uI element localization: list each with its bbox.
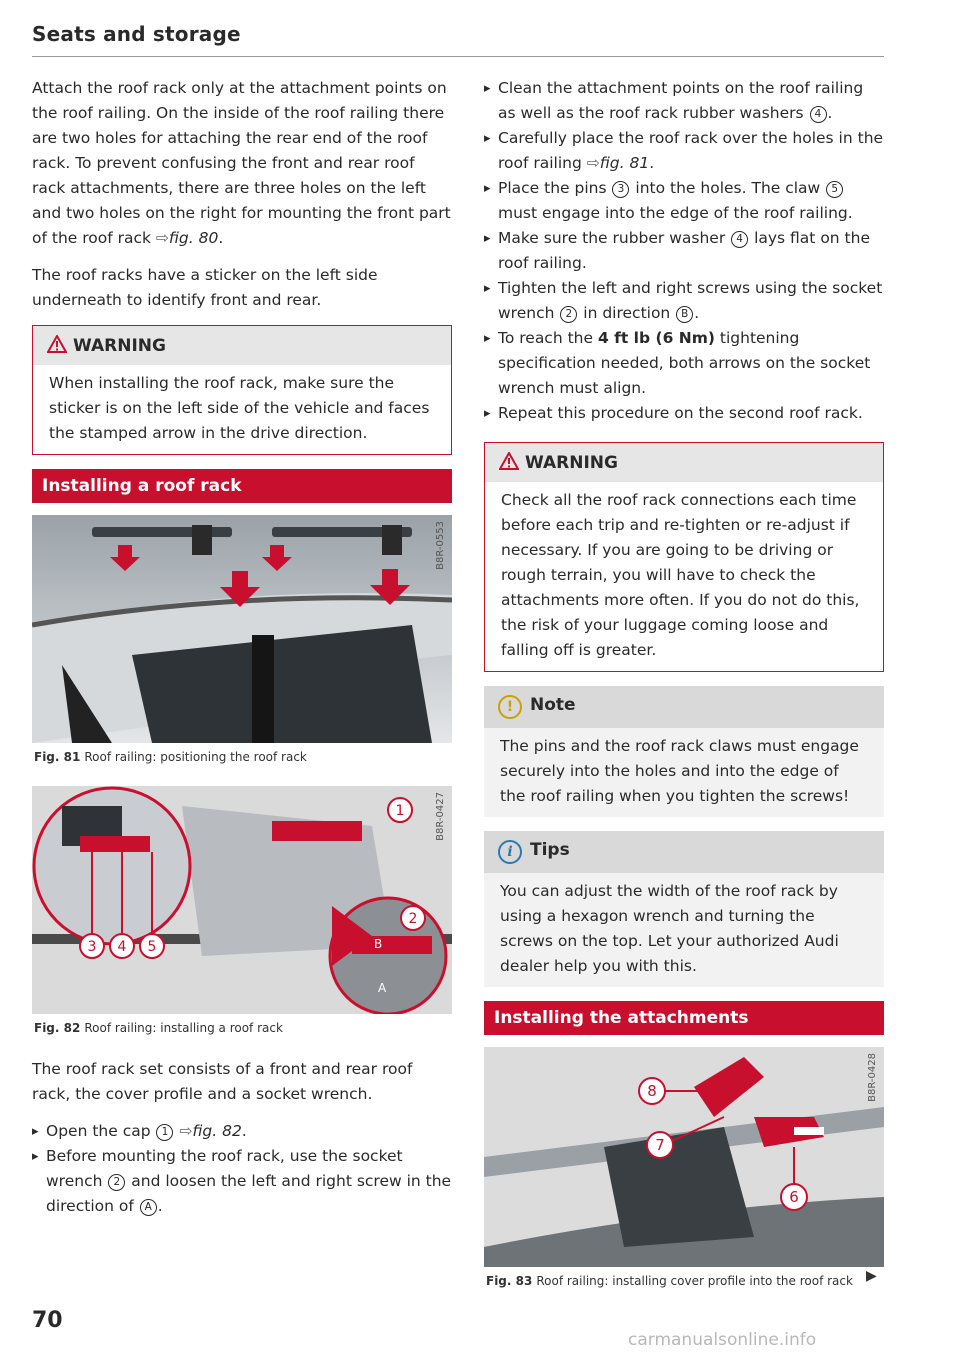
section-heading-installing-attachments: Installing the attachments [484,1001,884,1035]
callout-1: 1 [395,803,405,819]
callout-2: 2 [408,911,418,927]
continue-arrow-icon: ▶ [866,1268,877,1284]
page-header [32,22,884,57]
step-item: ▸ To reach the 4 ft lb (6 Nm) tightening specification needed, both arrows on the socket wrench must align. [484,326,884,401]
left-column [32,76,452,1219]
cross-ref-arrow-icon: ⇨ [586,154,600,172]
page-number: 70 [32,1308,63,1333]
steps-list-left [32,1119,452,1219]
tips-box [484,831,884,987]
figure-81 [32,515,452,772]
callout-ref: 2 [108,1174,125,1191]
intro-paragraph-2: The roof racks have a sticker on the left side underneath to identify front and rear. [32,266,378,309]
callout-6: 6 [789,1188,799,1206]
step-item: ▸ Make sure the rubber washer 4 lays flat on the roof railing. [484,226,884,276]
warning-header: WARNING [33,326,451,365]
step-item: ▸ Repeat this procedure on the second roof rack. [484,401,884,426]
right-column [484,76,884,1310]
steps-list-right [484,76,884,426]
step-item: ▸ Tighten the left and right screws using the socket wrench 2 in direction B . [484,276,884,326]
warning-header: WARNING [485,443,883,482]
warning-body: When installing the roof rack, make sure the sticker is on the left side of the vehicle and faces the stamped arrow in the drive direction. [49,374,430,442]
figure-caption: Fig. 83 Roof railing: installing cover profile into the roof rack [484,1267,884,1296]
note-header: ! Note [484,686,884,728]
callout-ref: B [676,306,693,323]
callout-4: 4 [117,939,127,955]
callout-ref: 5 [826,181,843,198]
info-circle-icon: i [498,840,522,864]
figure-82 [32,786,452,1043]
section-heading-installing-roof-rack: Installing a roof rack [32,469,452,503]
warning-box-left [32,325,452,455]
callout-3: 3 [87,939,97,955]
step-item: ▸ Before mounting the roof rack, use the socket wrench 2 and loosen the left and right screw in the direction of A . [32,1144,452,1219]
cross-ref-arrow-icon: ⇨ [179,1122,193,1140]
callout-5: 5 [147,939,157,955]
figure-reference[interactable]: fig. 81 [599,154,650,172]
callout-8: 8 [647,1082,657,1100]
roof-rack-positioning-illustration [32,515,452,743]
step-item: ▸ Clean the attachment points on the roof railing as well as the roof rack rubber washers 4 . [484,76,884,126]
torque-spec: 4 ft lb (6 Nm) [597,329,715,347]
callout-ref: 3 [612,181,629,198]
figure-code: B8R-0428 [867,1053,878,1102]
cover-profile-illustration [484,1047,884,1267]
callout-ref: A [140,1199,157,1216]
tips-body: You can adjust the width of the roof rack by using a hexagon wrench and turning the screws on the top. Let your authorized Audi dealer help you with this. [484,873,884,987]
figure-caption: Fig. 81 Roof railing: positioning the roof rack [32,743,452,772]
step-item: ▸ Carefully place the roof rack over the holes in the roof railing ⇨fig. 81. [484,126,884,176]
warning-body: Check all the roof rack connections each time before each trip and re-tighten or re-adjust if necessary. If you are going to be driving or rough terrain, you will have to check the attachments more often. If you do not do this, the risk of your luggage coming loose and falling off is greater. [501,491,860,659]
warning-box-right [484,442,884,672]
exclamation-circle-icon: ! [498,695,522,719]
intro-paragraph-1: Attach the roof rack only at the attachment points on the roof railing. On the inside of the roof railing there are two holes for attaching the rear end of the roof rack. To prevent confusing the front and rear roof rack attachments, there are three holes on the left and two holes on the right for mounting the front part of the roof rack ⇨fig. 80. [32,79,451,247]
header-rule [32,56,884,57]
step-item: ▸ Open the cap 1 ⇨fig. 82. [32,1119,452,1144]
step-item: ▸ Place the pins 3 into the holes. The claw 5 must engage into the edge of the roof railing. [484,176,884,226]
roof-rack-set-paragraph: The roof rack set consists of a front and rear roof rack, the cover profile and a socket wrench. [32,1060,413,1103]
page-title: Seats and storage [32,22,241,46]
note-body: The pins and the roof rack claws must engage securely into the holes and into the edge of the roof railing when you tighten the screws! [484,728,884,817]
warning-triangle-icon [499,452,519,470]
watermark: carmanualsonline.info [628,1330,817,1350]
callout-ref: 4 [810,106,827,123]
direction-b-label: B [374,937,383,951]
note-box [484,686,884,817]
callout-ref: 4 [731,231,748,248]
figure-reference[interactable]: fig. 80 [168,229,219,247]
figure-code: B8R-0553 [435,521,446,570]
callout-ref: 2 [560,306,577,323]
direction-a-label: A [378,981,387,995]
warning-triangle-icon [47,335,67,353]
roof-rack-installation-illustration [32,786,452,1014]
callout-ref: 1 [156,1124,173,1141]
figure-reference[interactable]: fig. 82 [192,1122,242,1140]
figure-caption: Fig. 82 Roof railing: installing a roof rack [32,1014,452,1043]
figure-code: B8R-0427 [435,792,446,841]
tips-header: i Tips [484,831,884,873]
cross-ref-arrow-icon: ⇨ [155,229,169,247]
figure-83 [484,1047,884,1296]
callout-7: 7 [655,1136,665,1154]
